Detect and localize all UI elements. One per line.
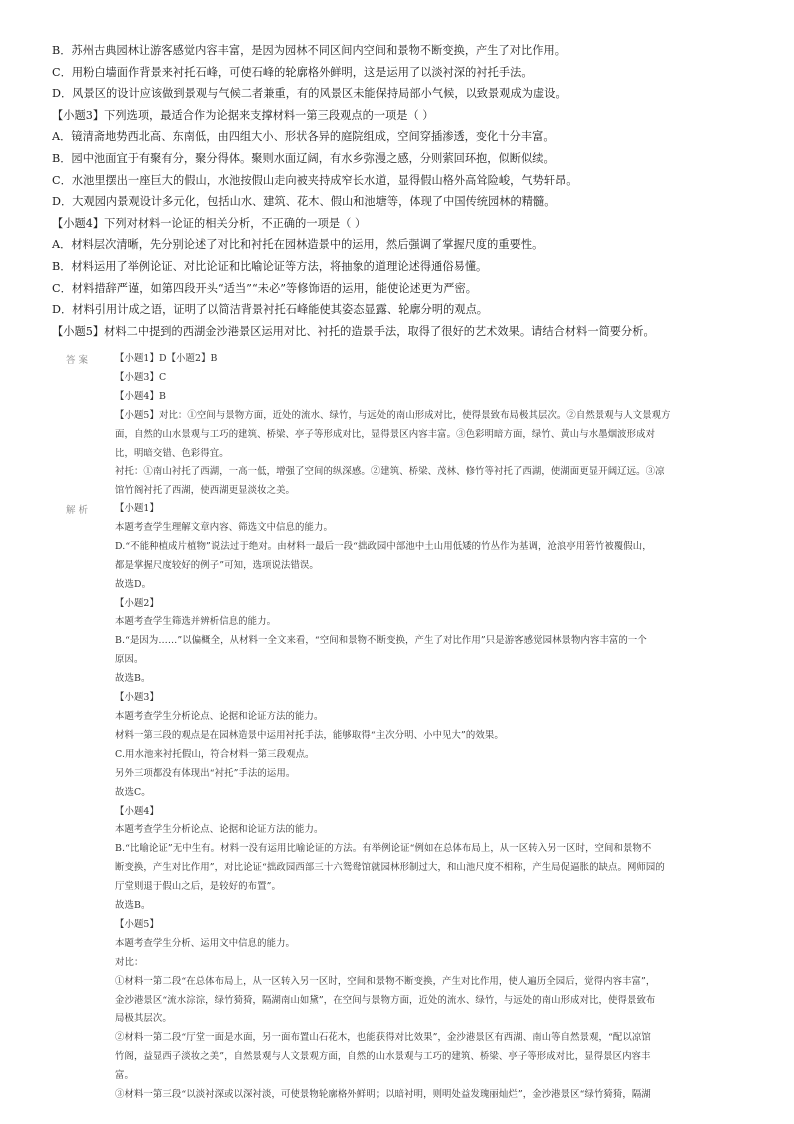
question-line: 【小题4】下列对材料一论证的相关分析，不正确的一项是（ ）	[52, 216, 367, 230]
analysis-line: 局极其层次。	[115, 1013, 172, 1025]
question-line: B．材料运用了举例论证、对比论证和比喻论证等方法，将抽象的道理论述得通俗易懂。	[52, 259, 488, 273]
question-line: 【小题5】材料二中提到的西湖金沙港景区运用对比、衬托的造景手法，取得了很好的艺术效果。请结合材料一简要分析。	[52, 324, 655, 338]
analysis-line: 断变换，产生对比作用”，对比论证“拙政园西部三十六鸳鸯馆就园林形制过大，和山池尺度不相称，产生局促逼胀的缺点。网师园的	[115, 862, 665, 874]
answer-line: 【小题4】B	[115, 390, 166, 402]
question-line: C．材料措辞严谨，如第四段开头“适当”“未必”等修饰语的运用，能使论述更为严密。	[52, 281, 478, 295]
answer-line: 【小题5】对比：①空间与景物方面，近处的流水、绿竹，与远处的南山形成对比，使得景致布局极其层次。②自然景观与人文景观方	[115, 409, 671, 421]
analysis-line: 故选B。	[115, 673, 151, 685]
answer-line: 衬托：①南山衬托了西湖，一高一低，增强了空间的纵深感。②建筑、桥梁、茂林、修竹等衬托了西湖，使湖面更显开阔辽远。③凉	[115, 466, 665, 478]
question-line: D．大观园内景观设计多元化，包括山水、建筑、花木、假山和池塘等，体现了中国传统园林的精髓。	[52, 195, 556, 209]
analysis-line: 材料一第三段的观点是在园林造景中运用衬托手法，能够取得“主次分明、小中见大”的效果。	[115, 729, 504, 741]
answer-line: 【小题3】C	[115, 371, 167, 383]
analysis-line: 【小题3】	[115, 692, 159, 704]
question-line: A．镜清斋地势西北高、东南低，由四组大小、形状各异的庭院组成，空间穿插渗透，变化十分丰富。	[52, 130, 555, 144]
question-line: C．用粉白墙面作背景来衬托石峰，可使石峰的轮廓格外鲜明，这是运用了以淡衬深的衬托手法。	[52, 65, 533, 79]
analysis-line: B.“是因为……”以偏概全，从材料一全文来看，“空间和景物不断变换，产生了对比作用”只是游客感觉园林景物内容丰富的一个	[115, 635, 647, 647]
answer-label: 答案	[66, 355, 92, 366]
analysis-line: 本题考查学生理解文章内容、筛选文中信息的能力。	[115, 521, 333, 533]
question-line: B．苏州古典园林让游客感觉内容丰富，是因为园林不同区间内空间和景物不断变换，产生了对比作用。	[52, 44, 566, 57]
analysis-line: 另外三项都没有体现出“衬托”手法的运用。	[115, 767, 296, 779]
analysis-body	[115, 500, 741, 1105]
analysis-line: 【小题5】	[115, 918, 159, 930]
analysis-line: 故选C。	[115, 786, 151, 798]
question-line: D．材料引用计成之语，证明了以简洁背景衬托石峰能使其姿态显露、轮廓分明的观点。	[52, 303, 489, 317]
analysis-line: D.“不能种植成片植物”说法过于绝对。由材料一最后一段“拙政园中部池中土山用低矮的竹丛作为基调，沧浪亭用箬竹被覆假山，	[115, 540, 652, 552]
analysis-line: 都是掌握尺度较好的例子”可知，选项说法错误。	[115, 559, 319, 571]
question-line: A．材料层次清晰，先分别论述了对比和衬托在园林造景中的运用，然后强调了掌握尺度的重要性。	[52, 238, 544, 252]
analysis-line: 本题考查学生分析论点、论据和论证方法的能力。	[115, 824, 324, 836]
answer-body	[115, 350, 741, 501]
question-options	[52, 40, 752, 342]
analysis-label: 解析	[66, 505, 92, 516]
analysis-line: 本题考查学生分析、运用文中信息的能力。	[115, 937, 296, 949]
analysis-line: 厅堂则退于假山之后，是较好的布置”。	[115, 881, 281, 893]
analysis-line: 【小题2】	[115, 597, 159, 609]
question-line: B．园中池面宜于有聚有分，聚分得体。聚则水面辽阔，有水乡弥漫之感，分则萦回环抱，似断似续。	[52, 151, 555, 165]
analysis-line: 本题考查学生分析论点、论据和论证方法的能力。	[115, 710, 324, 722]
answer-line: 【小题1】D【小题2】B	[115, 353, 218, 364]
analysis-line: 金沙港景区“流水淙淙，绿竹猗猗，隔湖南山如黛”，在空间与景物方面，近处的流水、绿竹，与远处的南山形成对比，使得景致布	[115, 994, 656, 1006]
analysis-line: 原因。	[115, 654, 144, 666]
analysis-line: ②材料一第二段“厅堂一面是水面，另一面布置山石花木，也能获得对比效果”，金沙港景区有西湖、南山等自然景观，“配以凉馆	[115, 1032, 651, 1044]
analysis-line: 故选B。	[115, 900, 151, 912]
analysis-line: 竹阁，益显西子淡妆之美”，自然景观与人文景观方面，自然的山水景观与工巧的建筑、桥梁、亭子等形成对比，显得景区内容丰	[115, 1051, 651, 1063]
analysis-line: 【小题4】	[115, 805, 159, 817]
question-line: 【小题3】下列选项，最适合作为论据来支撑材料一第三段观点的一项是（ ）	[52, 108, 434, 122]
analysis-line: ③材料一第三段“以淡衬深或以深衬淡，可使景物轮廓格外鲜明；以暗衬明，则明处益发瑰丽灿烂”，金沙港景区“绿竹猗猗，隔湖	[115, 1089, 651, 1101]
analysis-line: 【小题1】	[115, 503, 159, 514]
analysis-line: 故选D。	[115, 578, 152, 590]
question-line: D．风景区的设计应该做到景观与气候二者兼重，有的风景区未能保持局部小气候，以致景观成为虚设。	[52, 87, 567, 101]
answer-line: 馆竹阁衬托了西湖，使西湖更显淡妆之美。	[115, 485, 296, 497]
analysis-line: C.用水池来衬托假山，符合材料一第三段观点。	[115, 748, 315, 760]
question-line: C．水池里摆出一座巨大的假山，水池按假山走向被夹持成窄长水道，显得假山格外高耸险峻，气势轩昂。	[52, 173, 578, 187]
analysis-line: ①材料一第二段“在总体布局上，从一区转入另一区时，空间和景物不断变换，产生对比作用，使人遍历全园后，觉得内容丰富”，	[115, 975, 656, 987]
analysis-line: 富。	[115, 1070, 134, 1082]
analysis-line: 本题考查学生筛选并辨析信息的能力。	[115, 616, 277, 628]
answer-line: 面，自然的山水景观与工巧的建筑、桥梁、亭子等形成对比，显得景区内容丰富。③色彩明暗方面，绿竹、黄山与水墨烟波形成对	[115, 428, 656, 440]
analysis-line: B.“比喻论证”无中生有。材料一没有运用比喻论证的方法。有举例论证“例如在总体布局上，从一区转入另一区时，空间和景物不	[115, 843, 652, 855]
answer-line: 比，明暗交错、色彩得宜。	[115, 447, 229, 459]
analysis-line: 对比：	[115, 956, 144, 968]
